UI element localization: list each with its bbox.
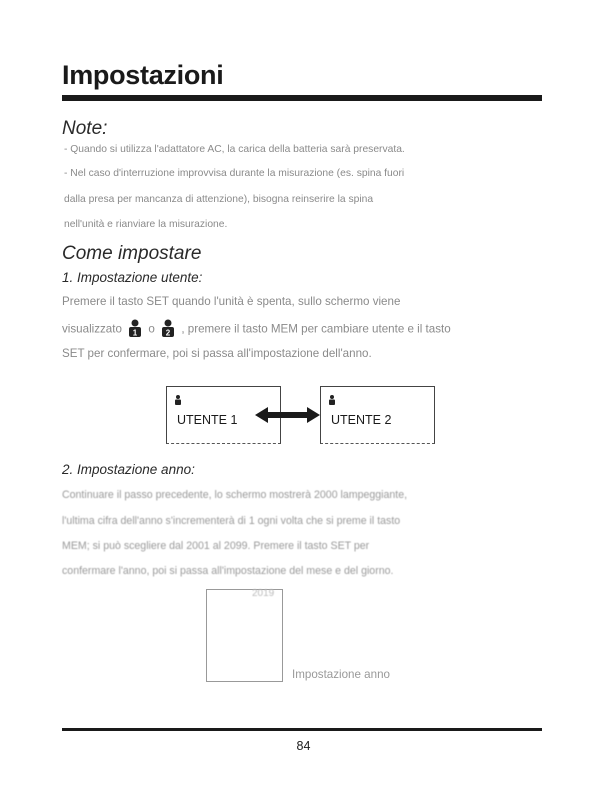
user-1-label: UTENTE 1 [177, 413, 238, 427]
title-divider [62, 95, 542, 101]
svg-text:1: 1 [132, 328, 138, 337]
user-1-small-icon [174, 392, 182, 410]
note-line: - Quando si utilizza l'adattatore AC, la carica della batteria sarà preservata. [64, 144, 405, 155]
page-title: Impostazioni [62, 60, 224, 90]
year-setting-line: MEM; si può scegliere dal 2001 al 2099. Premere il tasto SET per [62, 540, 370, 552]
user-2-label: UTENTE 2 [331, 413, 392, 427]
note-heading: Note: [62, 118, 108, 139]
year-setting-heading: 2. Impostazione anno: [62, 462, 195, 477]
user-setting-line: SET per confermare, poi si passa all'impostazione dell'anno. [62, 347, 372, 360]
double-arrow-icon [255, 406, 320, 429]
note-line: dalla presa per mancanza di attenzione), bisogna reinserire la spina [64, 194, 374, 205]
user-2-small-icon [328, 392, 336, 410]
user-setting-text: o [148, 322, 155, 336]
user-setting-text: visualizzato [62, 322, 122, 336]
user-setting-line: Premere il tasto SET quando l'unità è spenta, sullo schermo viene [62, 295, 401, 308]
user-2-display [320, 386, 435, 444]
year-setting-line: l'ultima cifra dell'anno s'incrementerà di 1 ogni volta che si preme il tasto [62, 515, 401, 527]
user-2-icon [160, 319, 176, 340]
user-setting-text: , premere il tasto MEM per cambiare utente e il tasto [181, 322, 451, 336]
note-line: - Nel caso d'interruzione improvvisa durante la misurazione (es. spina fuori [64, 168, 405, 179]
year-setting-line: Continuare il passo precedente, lo schermo mostrerà 2000 lampeggiante, [62, 489, 408, 501]
note-line: nell'unità e rianviare la misurazione. [64, 219, 228, 230]
svg-text:2: 2 [165, 328, 171, 337]
user-1-icon [127, 319, 143, 340]
year-setting-line: confermare l'anno, poi si passa all'impostazione del mese e del giorno. [62, 565, 394, 577]
footer-divider [62, 728, 542, 731]
section-heading: Come impostare [62, 243, 202, 264]
user-setting-heading: 1. Impostazione utente: [62, 270, 203, 285]
user-setting-line [62, 319, 451, 340]
year-caption: Impostazione anno [292, 668, 390, 681]
year-display-box [206, 589, 283, 682]
year-display-text: 2019 [252, 588, 275, 599]
page-number: 84 [296, 739, 311, 753]
